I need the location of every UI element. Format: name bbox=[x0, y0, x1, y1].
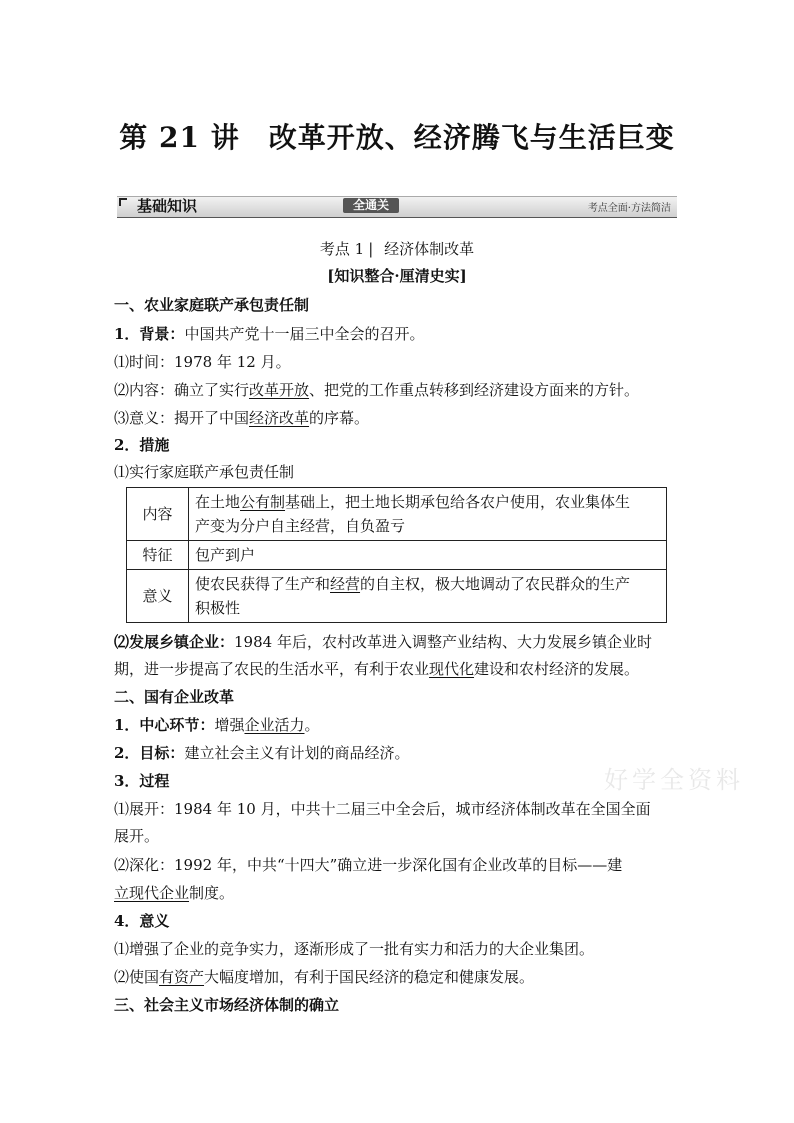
table-row bbox=[127, 541, 667, 570]
banner-right-text: 考点全面·方法简洁 bbox=[587, 203, 671, 214]
process-2-line2 bbox=[114, 884, 234, 902]
section3-heading: 三、社会主义市场经济体制的确立 bbox=[114, 996, 340, 1014]
underlined-term: 经营 bbox=[330, 575, 361, 593]
table-key: 内容 bbox=[127, 488, 189, 541]
underlined-term: 现代化 bbox=[429, 660, 475, 678]
section2-heading: 二、国有企业改革 bbox=[114, 688, 235, 706]
text-span: 积极性 bbox=[195, 599, 241, 617]
meaning-heading: 4．意义 bbox=[114, 912, 170, 930]
text-span: 的序幕。 bbox=[309, 409, 370, 427]
kaodian-heading bbox=[0, 238, 794, 259]
background-text: 中国共产党十一届三中全会的召开。 bbox=[184, 325, 425, 343]
measures-heading: 2．措施 bbox=[114, 436, 170, 454]
table-key: 特征 bbox=[127, 541, 189, 570]
page-title: 第 21 讲 改革开放、经济腾飞与生活巨变 bbox=[119, 121, 675, 154]
text-span: ⑶意义：揭开了中国 bbox=[114, 409, 250, 427]
kaodian-label: 考点 1 bbox=[319, 240, 365, 258]
text-span: ⑵内容：确立了实行 bbox=[114, 381, 250, 399]
text-span: 使农民获得了生产和 bbox=[195, 575, 331, 593]
underlined-term: 公有制 bbox=[240, 493, 286, 511]
subtitle: [知识整合·厘清史实] bbox=[327, 267, 467, 285]
contract-system-table bbox=[126, 487, 667, 623]
center-label: 1．中心环节： bbox=[114, 716, 215, 734]
meaning-line bbox=[114, 409, 369, 427]
table-key: 意义 bbox=[127, 570, 189, 623]
section-banner bbox=[117, 196, 677, 216]
banner-label: 基础知识 bbox=[137, 197, 198, 215]
text-span: 产变为分户自主经营，自负盈亏 bbox=[195, 517, 406, 535]
table-row bbox=[127, 488, 667, 541]
text-span: 的自主权，极大地调动了农民群众的生产 bbox=[360, 575, 631, 593]
corner-bracket-icon bbox=[119, 198, 127, 206]
text-span: 建立社会主义有计划的商品经济。 bbox=[184, 744, 410, 762]
underlined-term: 企业活力 bbox=[244, 716, 305, 734]
text-span: 在土地 bbox=[195, 493, 241, 511]
text-span: 大幅度增加，有利于国民经济的稳定和健康发展。 bbox=[204, 968, 535, 986]
goal-label: 2．目标： bbox=[114, 744, 185, 762]
kaodian-separator: | bbox=[368, 240, 374, 258]
process-2-line1: ⑵深化：1992 年，中共“十四大”确立进一步深化国有企业改革的目标——建 bbox=[114, 856, 623, 874]
kaodian-name: 经济体制改革 bbox=[384, 240, 475, 258]
process-1-line1: ⑴展开：1984 年 10 月，中共十二届三中全会后，城市经济体制改革在全国全面 bbox=[114, 800, 651, 818]
measure-1: ⑴实行家庭联产承包责任制 bbox=[114, 463, 295, 481]
process-heading: 3．过程 bbox=[114, 772, 170, 790]
underlined-term: 有资产 bbox=[159, 968, 205, 986]
text-span: 增强 bbox=[214, 716, 245, 734]
process-1-line2: 展开。 bbox=[114, 827, 160, 845]
time-line: ⑴时间：1978 年 12 月。 bbox=[114, 353, 291, 371]
table-value bbox=[189, 570, 667, 623]
table-value bbox=[189, 488, 667, 541]
text-span: ⑵使国 bbox=[114, 968, 160, 986]
content-line bbox=[114, 381, 639, 399]
text-span: 建设和农村经济的发展。 bbox=[474, 660, 640, 678]
text-span: 制度。 bbox=[189, 884, 235, 902]
measure-2-label: ⑵发展乡镇企业： bbox=[114, 633, 235, 651]
goal-line bbox=[114, 744, 409, 762]
center-line bbox=[114, 716, 320, 734]
measure-2-line2 bbox=[114, 660, 639, 678]
underlined-term: 立现代企业 bbox=[114, 884, 190, 902]
text-span: 期，进一步提高了农民的生活水平，有利于农业 bbox=[114, 660, 430, 678]
underlined-term: 改革开放 bbox=[249, 381, 310, 399]
effect-1: ⑴增强了企业的竞争实力，逐渐形成了一批有实力和活力的大企业集团。 bbox=[114, 940, 595, 958]
table-value: 包产到户 bbox=[189, 541, 667, 570]
text-span: 基础上，把土地长期承包给各农户使用，农业集体生 bbox=[285, 493, 631, 511]
text-span: 。 bbox=[304, 716, 320, 734]
underlined-term: 经济改革 bbox=[249, 409, 310, 427]
table-row bbox=[127, 570, 667, 623]
measure-2-line1 bbox=[114, 633, 652, 651]
text-span: 、把党的工作重点转移到经济建设方面来的方针。 bbox=[309, 381, 640, 399]
text-span: 1984 年后，农村改革进入调整产业结构、大力发展乡镇企业时 bbox=[234, 633, 652, 651]
watermark: 好学全资料 bbox=[604, 766, 744, 794]
background-line bbox=[114, 325, 424, 343]
section1-heading: 一、农业家庭联产承包责任制 bbox=[114, 296, 310, 314]
background-label: 1．背景： bbox=[114, 325, 185, 343]
effect-2 bbox=[114, 968, 534, 986]
banner-tag: 全通关 bbox=[343, 198, 399, 213]
